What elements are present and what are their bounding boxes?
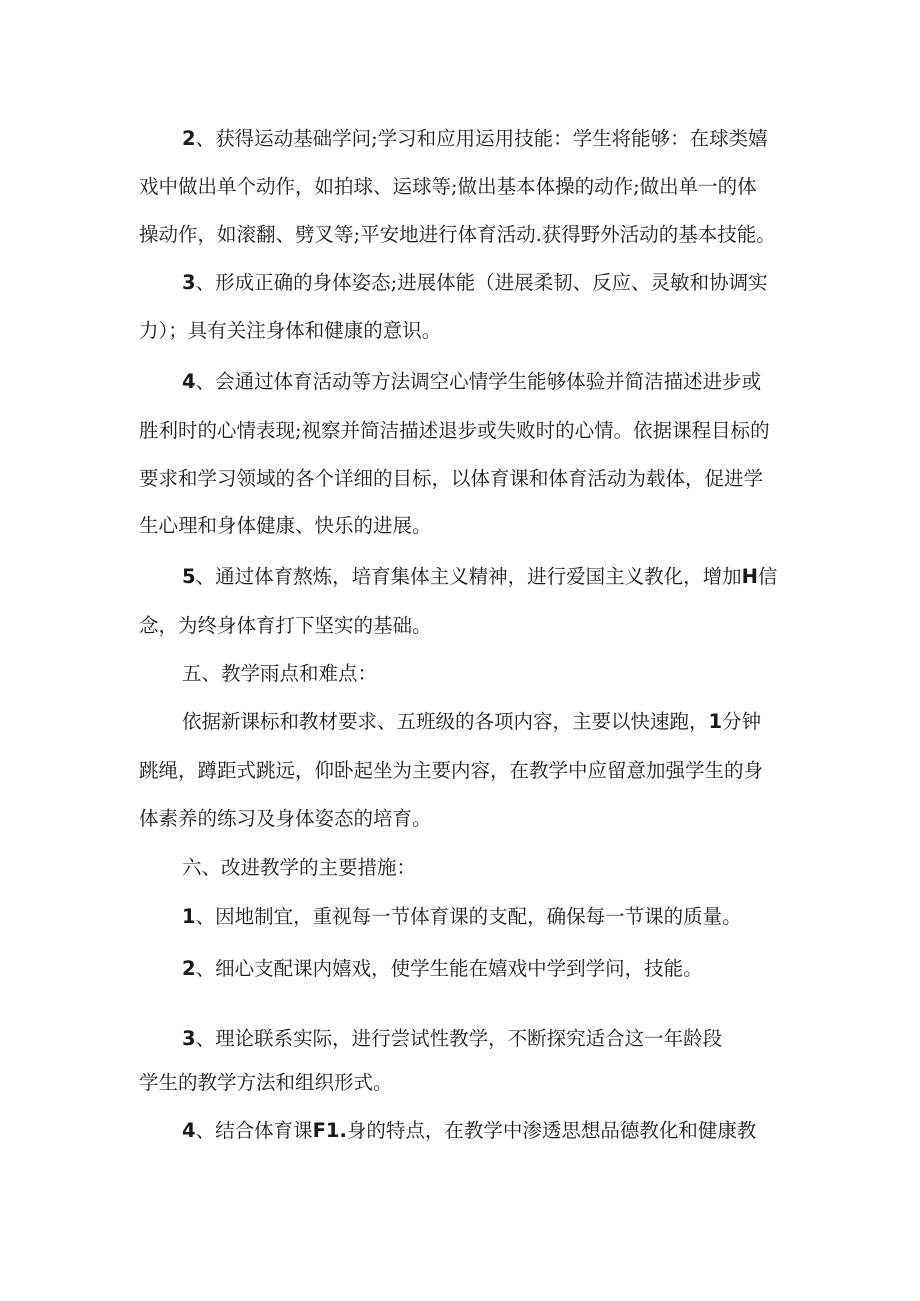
paragraph-4-line-1 xyxy=(182,367,761,397)
text: 生心理和身体健康、快乐的进展。 xyxy=(139,514,432,537)
text: 、获得运动基础学问;学习和应用运用技能：学生将能够：在球类嬉 xyxy=(195,127,768,150)
bold-text: F1. xyxy=(312,1119,347,1142)
item-number: 2 xyxy=(182,127,196,150)
paragraph-2-line-2 xyxy=(139,172,757,202)
text: 力）；具有关注身体和健康的意识。 xyxy=(139,319,442,342)
text: 戏中做出单个动作，如拍球、运球等;做出基本体操的动作;做出单一的体 xyxy=(139,175,757,198)
text: 跳绳，蹲距式跳远，仰卧起坐为主要内容，在教学中应留意加强学生的身 xyxy=(139,759,764,782)
text: 体素养的练习及身体姿态的培育。 xyxy=(139,807,432,830)
text: 身的特点，在教学中渗透思想品德教化和健康教 xyxy=(346,1119,757,1142)
text: 依据新课标和教材要求、五班级的各项内容，主要以快速跑， xyxy=(182,710,709,733)
text: 、会通过体育活动等方法调空心情学生能够体验并简洁描述进步或 xyxy=(195,370,762,393)
section-heading-6 xyxy=(182,853,416,883)
item-number: 4 xyxy=(182,1119,196,1142)
text: 念，为终身体育打下坚实的基础。 xyxy=(139,614,432,637)
paragraph-4-line-2 xyxy=(139,416,770,446)
text: 、细心支配课内嬉戏，使学生能在嬉戏中学到学问，技能。 xyxy=(195,957,703,980)
text: 信 xyxy=(757,565,778,588)
content-paragraph-line-3 xyxy=(139,804,432,834)
measure-2 xyxy=(182,954,703,984)
text: 学生的教学方法和组织形式。 xyxy=(139,1071,393,1094)
item-number: 4 xyxy=(182,370,196,393)
paragraph-2-line-3 xyxy=(139,220,776,250)
text: 、通过体育熬炼，培育集体主义精神，进行爱国主义教化，增加 xyxy=(195,565,742,588)
text: 要求和学习领域的各个详细的目标，以体育课和体育活动为载体，促进学 xyxy=(139,467,764,490)
content-paragraph-line-1 xyxy=(182,707,761,737)
item-number: 5 xyxy=(182,565,196,588)
paragraph-3-line-2 xyxy=(139,316,441,346)
text: 胜利时的心情表现;视察并简洁描述退步或失败时的心情。依据课程目标的 xyxy=(139,419,770,442)
heading-text: 五、教学雨点和难点： xyxy=(182,662,378,685)
paragraph-2-line-1 xyxy=(182,124,768,154)
heading-text: 六、改进教学的主要措施： xyxy=(182,856,417,879)
bold-text: 1 xyxy=(708,710,723,733)
paragraph-4-line-4 xyxy=(139,511,432,541)
text: 、理论联系实际，进行尝试性教学，不断探究适合这一年龄段 xyxy=(195,1027,723,1050)
item-number: 2 xyxy=(182,957,196,980)
paragraph-5-line-1 xyxy=(182,562,777,592)
text: 操动作，如滚翻、劈叉等;平安地进行体育活动.获得野外活动的基本技能。 xyxy=(139,223,776,246)
bold-text: H xyxy=(741,565,758,588)
item-number: 3 xyxy=(182,1027,196,1050)
measure-1 xyxy=(182,902,742,932)
item-number: 3 xyxy=(182,271,196,294)
item-number: 1 xyxy=(182,905,196,928)
text: 、因地制宜，重视每一节体育课的支配，确保每一节课的质量。 xyxy=(195,905,742,928)
measure-3-line-1 xyxy=(182,1024,722,1054)
paragraph-3-line-1 xyxy=(182,268,768,298)
text: 、形成正确的身体姿态;进展体能（进展柔韧、反应、灵敏和协调实 xyxy=(195,271,768,294)
paragraph-5-line-2 xyxy=(139,611,432,641)
section-heading-5 xyxy=(182,659,377,689)
measure-3-line-2 xyxy=(139,1068,393,1098)
text: 、结合体育课 xyxy=(195,1119,313,1142)
text: 分钟 xyxy=(722,710,762,733)
paragraph-4-line-3 xyxy=(139,464,763,494)
content-paragraph-line-2 xyxy=(139,756,763,786)
measure-4-line-1 xyxy=(182,1116,756,1146)
